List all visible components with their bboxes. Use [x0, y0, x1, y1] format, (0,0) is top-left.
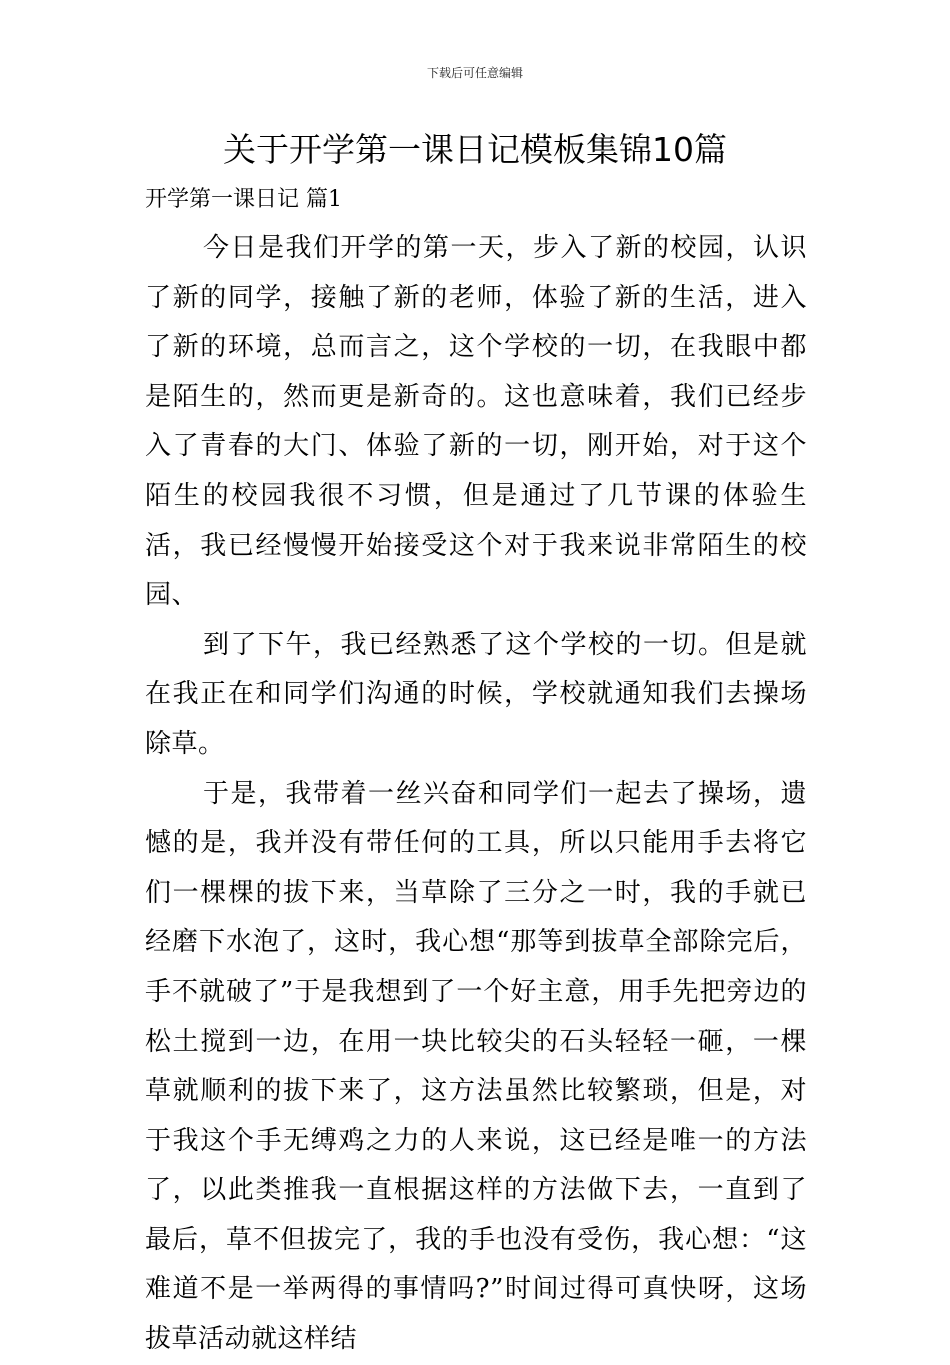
document-body: [145, 224, 807, 1365]
header-note: 下载后可任意编辑: [426, 66, 523, 80]
section-heading: 开学第一课日记 篇1: [145, 187, 342, 212]
document-title: 关于开学第一课日记模板集锦10篇: [223, 130, 727, 169]
paragraph-3: 于是，我带着一丝兴奋和同学们一起去了操场，遗憾的是，我并没有带任何的工具，所以只能用手去将它们一棵棵的拔下来，当草除了三分之一时，我的手就已经磨下水泡了，这时，我心想“那等到拔草全部除完后，手不就破了”于是我想到了一个好主意，用手先把旁边的松土搅到一边，在用一块比较尖的石头轻轻一砸，一棵草就顺利的拔下来了，这方法虽然比较繁琐，但是，对于我这个手无缚鸡之力的人来说，这已经是唯一的方法了，以此类推我一直根据这样的方法做下去，一直到了最后，草不但拔完了，我的手也没有受伤，我心想：“这难道不是一举两得的事情吗?”时间过得可真快呀，这场拔草活动就这样结: [145, 778, 807, 1355]
paragraph-1: 今日是我们开学的第一天，步入了新的校园，认识了新的同学，接触了新的老师，体验了新的生活，进入了新的环境，总而言之，这个学校的一切，在我眼中都是陌生的，然而更是新奇的。这也意味着，我们已经步入了青春的大门、体验了新的一切，刚开始，对于这个陌生的校园我很不习惯，但是通过了几节课的体验生活，我已经慢慢开始接受这个对于我来说非常陌生的校园、: [145, 233, 807, 611]
paragraph-2: 到了下午，我已经熟悉了这个学校的一切。但是就在我正在和同学们沟通的时候，学校就通知我们去操场除草。: [145, 629, 807, 759]
